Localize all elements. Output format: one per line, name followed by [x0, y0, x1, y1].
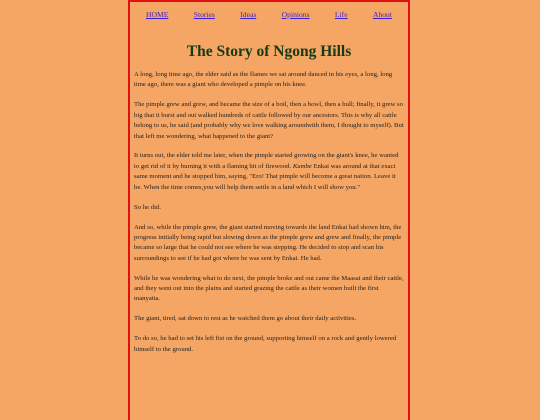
story-paragraph: The giant, tired, sat down to rest as he watched them go about their daily activities.: [134, 315, 357, 323]
nav-link-opinions[interactable]: Opinions: [281, 10, 310, 19]
story-paragraph: While he was wondering what to do next, the pimple broke and out came the Maasai and their cattle, and they went out into the plains and started grazing the cattle as their women built the first manyatta.: [134, 274, 404, 303]
story-paragraph: [134, 151, 404, 193]
story-paragraph: So he did.: [134, 203, 161, 211]
paragraph-text: It turns out, the elder told me later, when the pimple started growing on the giant's knee, he wanted to get rid of it by burning it with a flaming bit of firewood.: [134, 152, 399, 170]
story-body: [130, 70, 408, 355]
nav-link-life[interactable]: Life: [334, 10, 348, 19]
nav-link-ideas[interactable]: Ideas: [240, 10, 257, 19]
story-paragraph: And so, while the pimple grew, the giant started moving towards the land Enkai had shown him, the progress initially being rapid but slowing down as the pimple grew and grew and finally, the pimple became so large that he could not see where he was stepping. He decided to stop and scan his surroundings to see if he had got where he was sent by Enkai. He had.: [134, 223, 402, 262]
nav-link-stories[interactable]: Stories: [193, 10, 215, 19]
page-title: The Story of Ngong Hills: [186, 43, 352, 60]
page-column: [128, 0, 410, 420]
story-paragraph: A long, long time ago, the elder said as the flames we sat around danced in his eyes, a long, long time ago, there was a giant who developed a pimple on his knee.: [134, 71, 393, 89]
top-navigation: [130, 2, 408, 24]
nav-link-home[interactable]: HOME: [146, 10, 169, 19]
story-paragraph: To do so, he had to set his left fist on the ground, supporting himself on a rock and gently lowered himself to the ground.: [134, 335, 397, 353]
nav-link-about[interactable]: About: [372, 10, 392, 19]
paragraph-text: Enkai was around at that exact same moment and he stopped him, saying, "Ero! That pimple will become a great nation. Leave it be. When the time comes,you will help them settle in a land which I will show you.": [134, 162, 396, 191]
story-paragraph: The pimple grew and grew, and became the size of a boil, then a bowl, then a bull; finally, it grew so big that it burst and out walked hundreds of cattle followed by our ancestors. This is why all cattle belong to us, he said (and probably why we love walking aroundwith them, I thought to myself). But that left me wondering, what happened to the giant?: [134, 101, 404, 140]
emphasized-word: Kumbe: [292, 162, 312, 170]
